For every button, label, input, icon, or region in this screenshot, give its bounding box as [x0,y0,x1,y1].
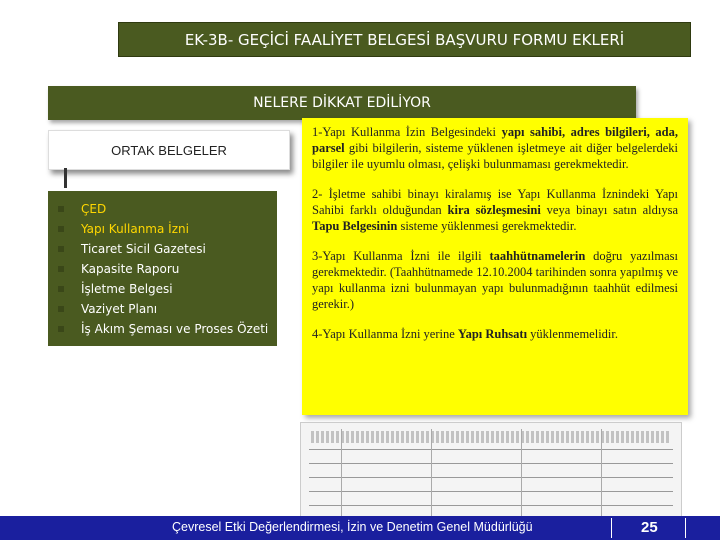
bullet-icon [58,286,64,292]
list-item-label: İşletme Belgesi [81,282,173,296]
list-item [48,199,277,219]
list-item [48,319,277,339]
bullet-icon [58,206,64,212]
bullet-icon [58,266,64,272]
footer-text: Çevresel Etki Değerlendirmesi, İzin ve Denetim Genel Müdürlüğü [172,520,533,534]
list-item-label: Vaziyet Planı [81,302,158,316]
list-item-label: İş Akım Şeması ve Proses Özeti [81,322,269,336]
ortak-belgeler-box [48,130,290,170]
document-list [48,191,277,339]
footer-divider [685,518,686,538]
footer-bar [0,516,720,540]
list-item [48,239,277,259]
list-item-label: Kapasite Raporu [81,262,180,276]
list-item [48,299,277,319]
footer-divider [611,518,612,538]
page-number: 25 [641,519,658,536]
bullet-icon [58,306,64,312]
note-2: 2- İşletme sahibi binayı kiralamış ise Yapı Kullanma İznindeki Yapı Sahibi farklı olduğundan kira sözleşmesini veya binayı satın aldıysa Tapu Belgesinin sisteme yüklenmesi gerekmektedir. [312,187,678,233]
bullet-icon [58,226,64,232]
list-item [48,279,277,299]
bullet-icon [58,326,64,332]
document-list-box [48,191,277,346]
slide-title: EK-3B- GEÇİCİ FAALİYET BELGESİ BAŞVURU FORMU EKLERİ [118,22,691,57]
bullet-icon [58,246,64,252]
connector-line [64,168,67,188]
list-item-label: ÇED [81,202,107,216]
list-item [48,259,277,279]
note-3: 3-Yapı Kullanma İzni ile ilgili taahhütnamelerin doğru yazılması gerekmektedir. (Taahhütnamede 12.10.2004 tarihinden sonra yapılmış ve yapı kullanma izni bulunmayan yapı bulunmadığının taahhüt edilmesi gerekir.) [312,249,678,311]
note-1: 1-Yapı Kullanma İzin Belgesindeki yapı sahibi, adres bilgileri, ada, parsel gibi bilgilerin, sisteme yüklenen işletmeye ait diğer belgelerdeki bilgiler ile uyumlu olması, çelişki bulunmaması gerekmektedir. [312,125,678,171]
notes-box [302,118,688,415]
list-item [48,219,277,239]
note-4: 4-Yapı Kullanma İzni yerine Yapı Ruhsatı yüklenmemelidir. [312,327,619,341]
ortak-belgeler-label: ORTAK BELGELER [111,142,227,158]
notice-heading: NELERE DİKKAT EDİLİYOR [48,86,636,120]
list-item-label: Ticaret Sicil Gazetesi [81,242,206,256]
list-item-label: Yapı Kullanma İzni [81,222,189,236]
document-scan-image [300,422,682,524]
